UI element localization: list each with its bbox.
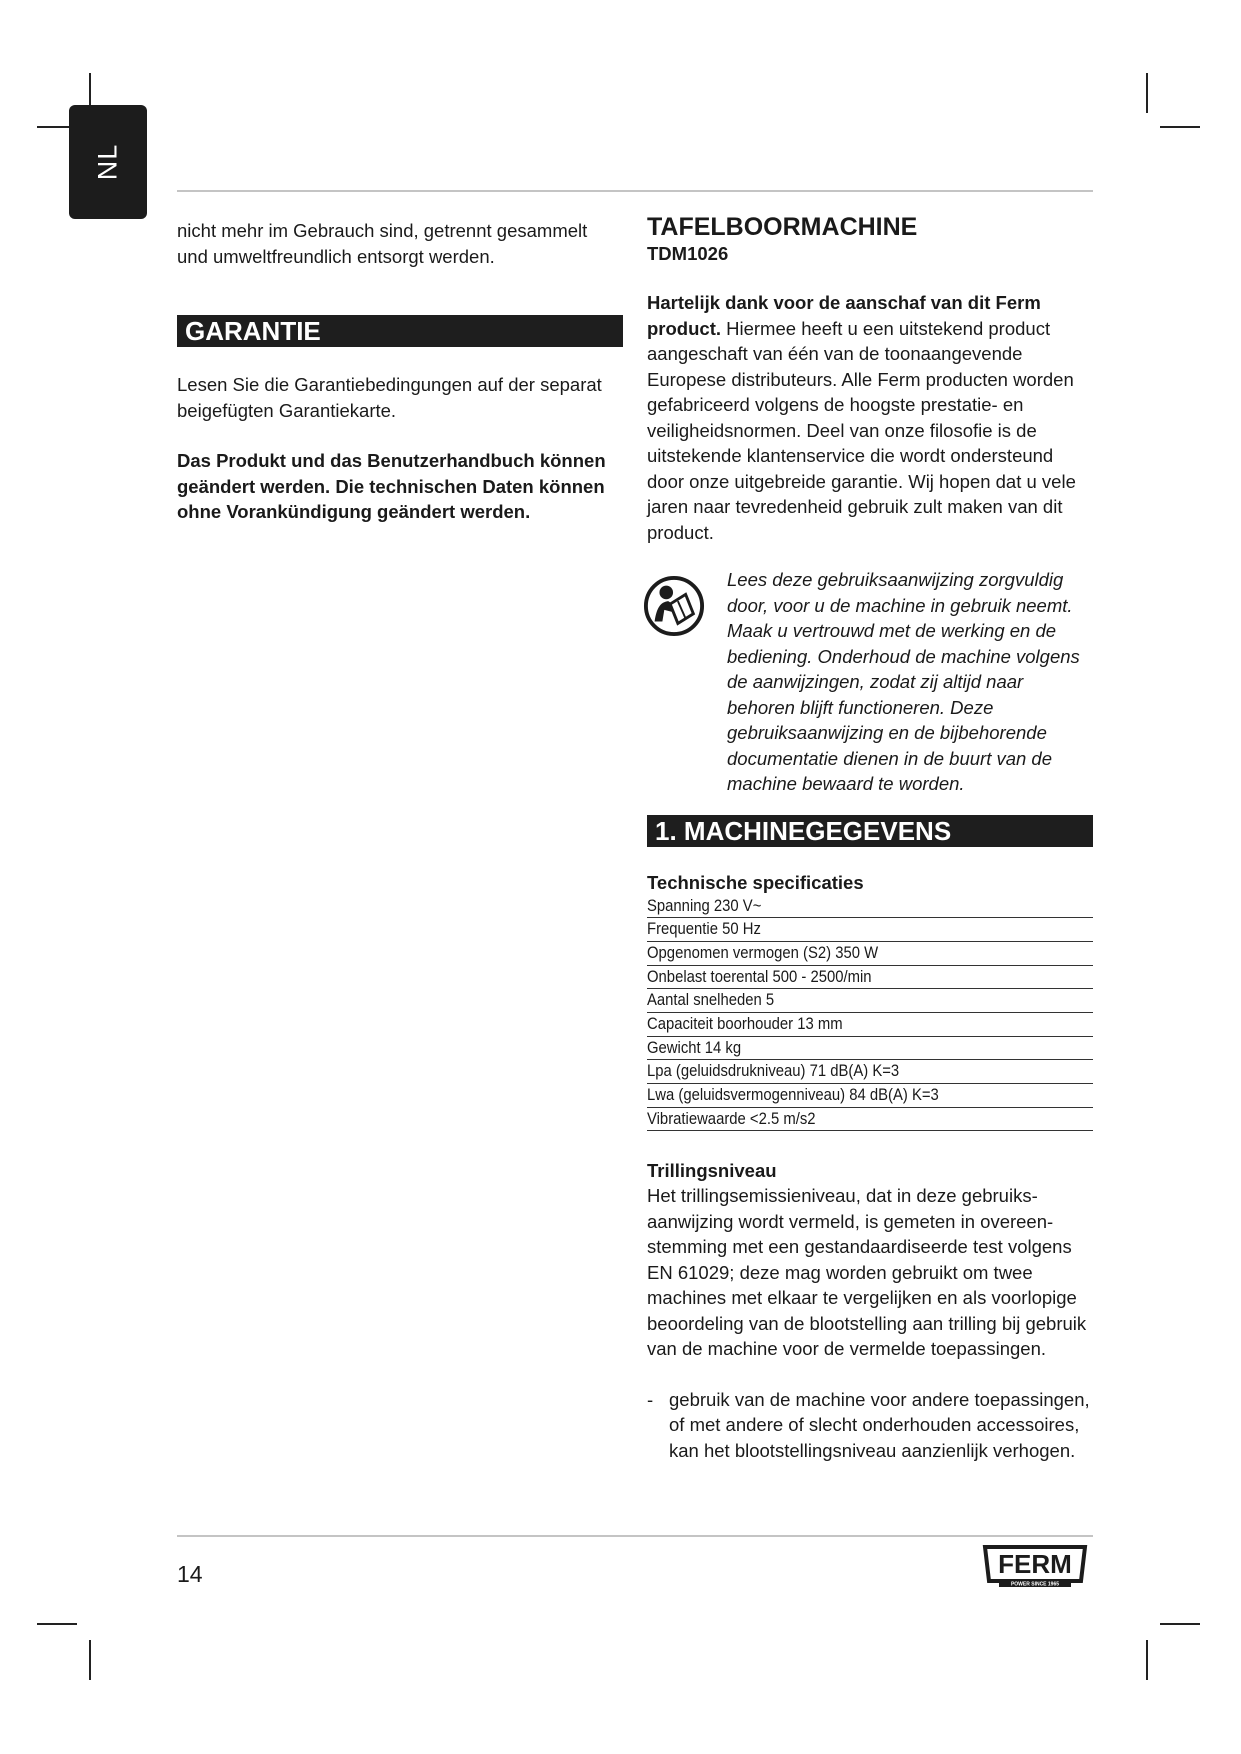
spec-row: [647, 1037, 1093, 1061]
spec-title: Technische specificaties: [647, 871, 864, 893]
ferm-logo: [981, 1543, 1091, 1589]
spec-row: [647, 1060, 1093, 1084]
logo-text: FERM: [998, 1549, 1072, 1579]
language-label: NL: [92, 143, 123, 181]
crop-mark: [37, 1623, 77, 1625]
language-tab: [69, 105, 147, 219]
intro-text: Hiermee heeft u een uitstekend product aangeschaft van één van de toonaangevende Europese distributeurs. Alle Ferm producten worden gefabriceerd volgens de hoogste prestatie- en veiligheidsnormen. Deel van onze filosofie is de uitstekende klantenservice die wordt ondersteund door onze uitgebreide garantie. Wij hopen dat u vele jaren naar tevredenheid gebruik zult maken van dit product.: [647, 317, 1076, 543]
spec-row: [647, 1013, 1093, 1037]
product-title: TAFELBOORMACHINE: [647, 213, 918, 241]
garantie-body: Lesen Sie die Garantiebedingungen auf der separat beigefügten Garantiekarte.: [177, 374, 602, 421]
list-item: [647, 1387, 1093, 1464]
crop-mark: [1160, 1623, 1200, 1625]
header-rule: [177, 190, 1093, 192]
crop-mark: [1146, 73, 1148, 113]
spec-row: [647, 1108, 1093, 1132]
left-column: [177, 218, 623, 525]
spec-row-text: Gewicht 14 kg: [647, 1038, 742, 1057]
read-manual-notice: [647, 567, 1093, 797]
spec-row-text: Lpa (geluidsdrukniveau) 71 dB(A) K=3: [647, 1062, 900, 1081]
garantie-heading: GARANTIE: [177, 315, 623, 347]
spec-row-text: Frequentie 50 Hz: [647, 920, 761, 939]
footer-rule: [177, 1535, 1093, 1537]
spec-row-text: Onbelast toerental 500 - 2500/min: [647, 967, 872, 986]
intro-text-de: nicht mehr im Gebrauch sind, getrennt gesammelt und umweltfreundlich entsorgt werden.: [177, 220, 588, 267]
spec-row: [647, 918, 1093, 942]
bullet-text: gebruik van de machine voor andere toepassingen, of met andere of slecht onderhouden accessoires, kan het blootstellingsniveau aanzienlijk verhogen.: [669, 1388, 1090, 1461]
intro-bold: Hartelijk dank voor de aanschaf van dit Ferm product.: [647, 292, 1041, 339]
spec-row: [647, 942, 1093, 966]
bullet-dash: -: [647, 1388, 654, 1410]
spec-table: [647, 895, 1093, 1132]
spec-row-text: Spanning 230 V~: [647, 896, 762, 915]
right-column: [647, 212, 1093, 1463]
logo-tagline: POWER SINCE 1965: [1010, 1581, 1060, 1588]
garantie-notice: Das Produkt und das Benutzerhandbuch können geändert werden. Die technischen Daten können ohne Vorankündigung geändert werden.: [177, 450, 606, 522]
spec-row-text: Opgenomen vermogen (S2) 350 W: [647, 943, 879, 962]
product-model: TDM1026: [647, 243, 729, 264]
spec-row-text: Vibratiewaarde <2.5 m/s2: [647, 1109, 816, 1128]
spec-row: [647, 1084, 1093, 1108]
spec-row: [647, 895, 1093, 919]
vibration-text: Het trillingsemissieniveau, dat in deze gebruiks-aanwijzing wordt vermeld, is gemeten in overeen-stemming met een gestandaardiseerde test volgens EN 61029; deze mag worden gebruikt om twee machines met elkaar te vergelijken en als voorlopige beoordeling van de blootstelling aan trilling bij gebruik van de machine voor de vermelde toepassingen.: [647, 1185, 1087, 1360]
spec-row: [647, 989, 1093, 1013]
spec-row-text: Capaciteit boorhouder 13 mm: [647, 1014, 843, 1033]
vibration-title: Trillingsniveau: [647, 1160, 777, 1182]
crop-mark: [1146, 1640, 1148, 1680]
crop-mark: [1160, 126, 1200, 128]
warning-text: Lees deze gebruiksaanwijzing zorgvuldig door, voor u de machine in gebruik neemt. Maak u vertrouwd met de werking en de bediening. Onderhoud de machine volgens de aanwijzingen, zodat zij altijd naar behoren blijft functioneren. Deze gebruiksaanwijzing en de bijbehorende documentatie dienen in de buurt van de machine bewaard te worden.: [727, 569, 1080, 794]
spec-row-text: Lwa (geluidsvermogenniveau) 84 dB(A) K=3: [647, 1086, 939, 1104]
spec-row: [647, 966, 1093, 990]
spec-row-text: Aantal snelheden 5: [647, 991, 775, 1010]
machinegegevens-heading: 1. MACHINEGEGEVENS: [647, 815, 1093, 847]
crop-mark: [89, 1640, 91, 1680]
intro-paragraph: [647, 290, 1093, 545]
page-number: 14: [177, 1561, 203, 1587]
read-manual-icon: [643, 575, 705, 637]
